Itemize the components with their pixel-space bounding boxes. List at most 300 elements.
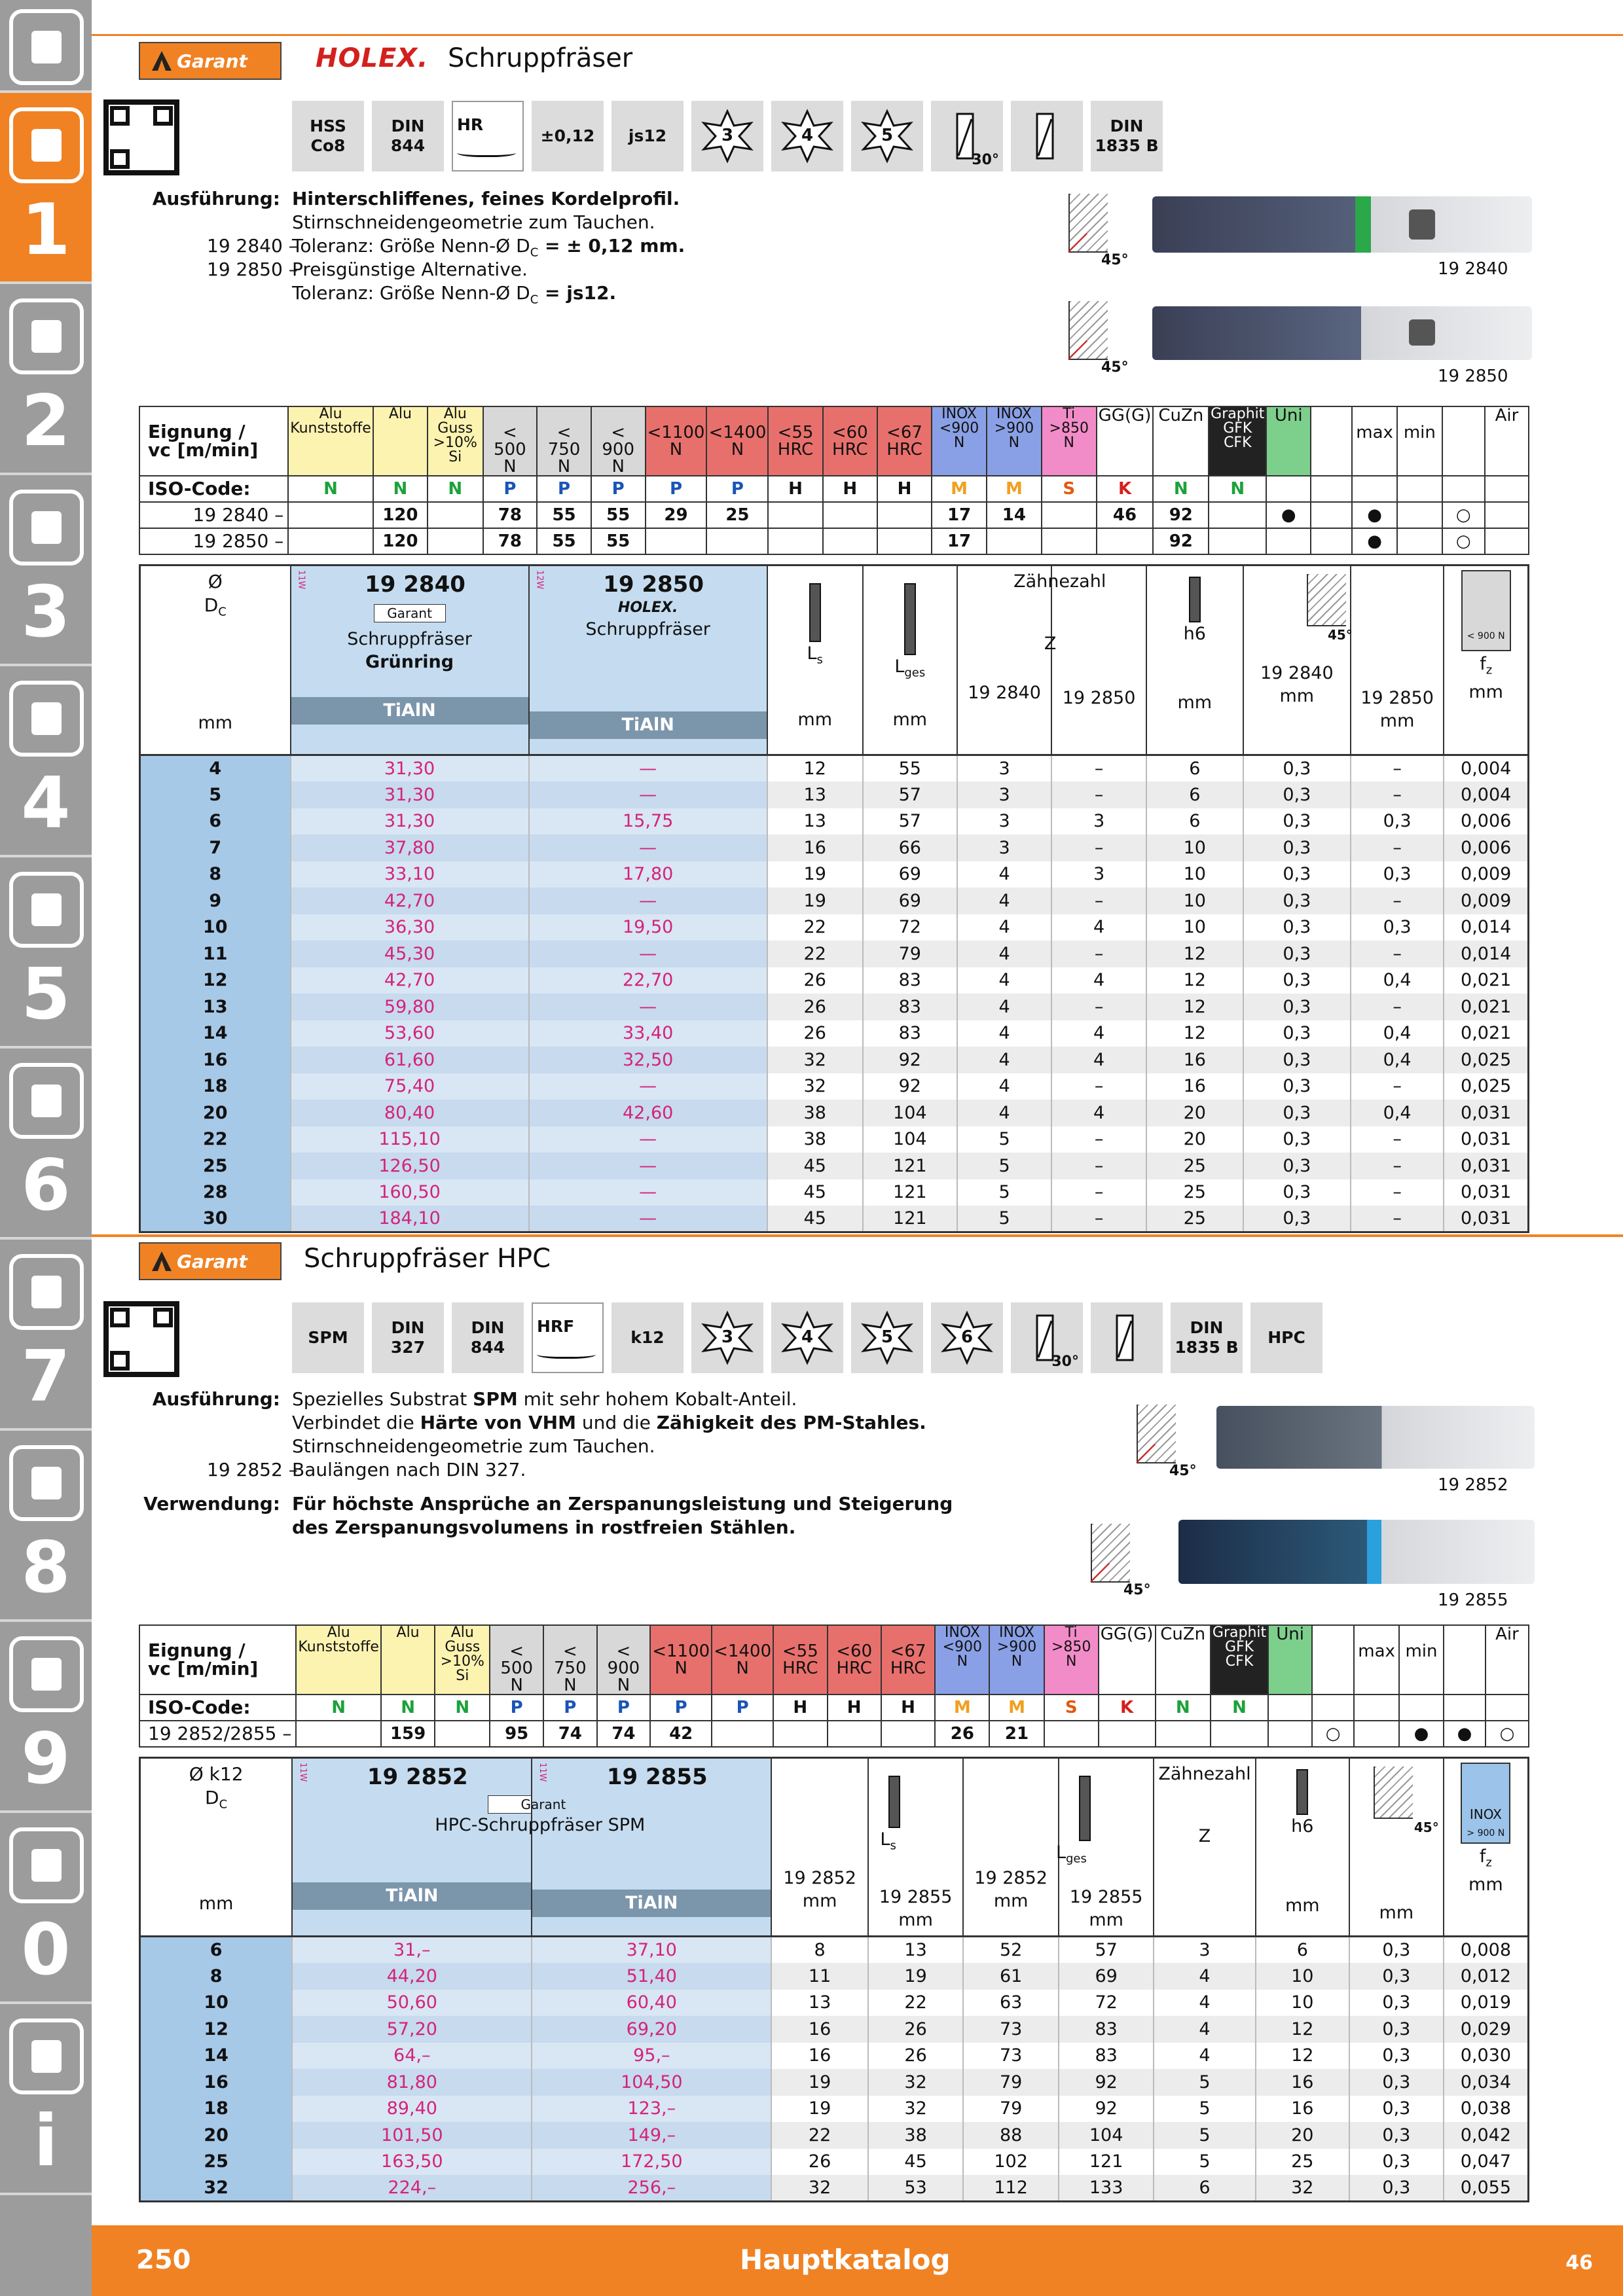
vc-cell [1485,502,1529,528]
iso-code [1352,476,1397,502]
value-cell: 59,80 [291,994,529,1020]
material-col-0: Alu Kunststoffe [296,1625,381,1695]
badge-4: k12 [611,1302,684,1373]
saw-icon [9,872,84,948]
value-cell: 12 [1146,967,1243,994]
value-cell: – [1351,834,1444,861]
iso-code: P [646,476,707,502]
value-cell: 13 [771,1990,868,2017]
badge-3: HRF [532,1302,604,1373]
value-cell: 79 [863,941,957,967]
vc-cell [1268,1721,1312,1747]
material-col-14: GG(G) [1097,406,1154,476]
table-row [140,994,1529,1020]
value-cell: 60,40 [532,1990,771,2017]
value-cell: 0,038 [1444,2096,1529,2123]
suit-label: Eignung / vc [m/min] [139,406,288,476]
sidebar-chapter-top[interactable] [0,0,92,93]
table-row [140,1179,1529,1206]
value-cell: 12 [1256,2016,1349,2043]
vc-cell: ● [1266,502,1311,528]
value-cell: 37,10 [532,1937,771,1964]
value-cell: 12 [1256,2043,1349,2070]
table-row [140,1100,1529,1126]
iso-code: H [823,476,877,502]
iso-code: N [373,476,428,502]
section-title: Schruppfräser [448,43,633,73]
tool-image-192852 [1216,1406,1535,1469]
value-cell: 4 [957,861,1051,888]
vc-cell: ○ [1442,502,1485,528]
hdr-z-192850: 19 2850 [1051,565,1146,755]
value-cell: 6 [1154,2175,1255,2202]
value-cell: 51,40 [532,1963,771,1990]
dc-cell: 8 [140,1963,293,1990]
value-cell: 121 [863,1179,957,1206]
value-cell: – [1051,1073,1146,1100]
value-cell: 4 [1051,1020,1146,1047]
catalog-name[interactable]: Hauptkatalog [740,2244,951,2276]
vc-cell [881,1721,935,1747]
dc-cell: 25 [140,1153,291,1179]
value-cell: 44,20 [292,1963,532,1990]
value-cell: 16 [1256,2069,1349,2096]
value-cell: 26 [771,2149,868,2176]
material-col-16: Graphit GFK CFK [1211,1625,1268,1695]
chapter-number: 0 [21,1909,71,1991]
value-cell: 83 [1059,2016,1154,2043]
value-cell: 0,019 [1444,1990,1529,2017]
value-cell: 45 [868,2149,964,2176]
sidebar-chapter-i[interactable] [0,2004,92,2195]
value-cell: 17,80 [529,861,767,888]
value-cell: 19,50 [529,914,767,941]
value-cell: 26 [767,1020,863,1047]
value-cell: 0,3 [1243,781,1351,808]
dc-cell: 10 [140,1990,293,2017]
chapter-number: 8 [21,1527,71,1609]
dc-cell: 6 [140,1937,293,1964]
vc-cell: 74 [543,1721,597,1747]
value-cell: 12 [767,755,863,782]
vc-cell [823,528,877,554]
value-cell: 4 [957,994,1051,1020]
hdr-z: Zähnezahl Z [1154,1758,1255,1937]
value-cell: 42,60 [529,1100,767,1126]
table-row [140,1937,1529,1964]
value-cell: 133 [1059,2175,1154,2202]
value-cell: 4 [957,1047,1051,1073]
vc-cell [1311,502,1352,528]
material-col-10: <67 HRC [881,1625,935,1695]
value-cell: 5 [957,1153,1051,1179]
value-cell: 101,50 [292,2122,532,2149]
hdr-dc: Ø k12 $D_C$ mm [140,1758,293,1937]
value-cell: 5 [1154,2149,1255,2176]
vc-cell: ● [1352,528,1397,554]
vc-cell: 42 [650,1721,712,1747]
material-col-7: <1400 N [706,406,768,476]
iso-code [1312,1695,1354,1721]
vc-cell [428,502,483,528]
material-col-17: Uni [1268,1625,1312,1695]
dc-cell: 20 [140,2122,293,2149]
value-cell: 121 [1059,2149,1154,2176]
vc-article: 19 2850 – [139,528,288,554]
value-cell: 19 [868,1963,964,1990]
iso-code: N [381,1695,435,1721]
value-cell: 160,50 [291,1179,529,1206]
value-cell: 104 [863,1126,957,1153]
badge-12: HPC [1250,1302,1322,1373]
desc-line: des Zerspanungsvolumens in rostfreien Stählen. [292,1516,796,1538]
material-col-4: < 750 N [537,406,591,476]
value-cell: 92 [1059,2069,1154,2096]
value-cell: 10 [1146,914,1243,941]
table-row [140,1020,1529,1047]
value-cell: – [1051,834,1146,861]
vc-cell: ○ [1442,528,1485,554]
value-cell: 0,031 [1444,1206,1528,1232]
value-cell: 102 [963,2149,1059,2176]
value-cell: 95,– [532,2043,771,2070]
value-cell: 50,60 [292,1990,532,2017]
value-cell: 0,3 [1243,994,1351,1020]
value-cell: 26 [767,994,863,1020]
value-cell: 0,3 [1349,2043,1444,2070]
value-cell: 5 [1154,2096,1255,2123]
value-cell: 3 [957,808,1051,835]
vc-cell: 26 [935,1721,989,1747]
value-cell: 69 [863,861,957,888]
value-cell: 0,006 [1444,808,1528,835]
vc-cell: 159 [381,1721,435,1747]
value-cell: 57 [863,781,957,808]
value-cell: 163,50 [292,2149,532,2176]
value-cell: 0,021 [1444,967,1528,994]
hdr-fz: < 900 N $f_z$ mm [1444,565,1528,755]
iso-code: H [768,476,822,502]
vc-cell [288,502,373,528]
desc-line: Verbindet die Härte von VHM und die Zähigkeit des PM-Stahles. [292,1412,926,1433]
label-verwendung: Verwendung: [143,1493,280,1515]
value-cell: 45 [767,1153,863,1179]
value-cell: – [1351,1179,1444,1206]
value-cell: 89,40 [292,2096,532,2123]
value-cell: 115,10 [291,1126,529,1153]
table-header [140,1758,1529,1937]
value-cell: 0,3 [1349,1963,1444,1990]
value-cell: 79 [963,2096,1059,2123]
value-cell: 81,80 [292,2069,532,2096]
qr-code[interactable] [103,1301,179,1377]
vc-cell: 120 [373,528,428,554]
value-cell: 33,10 [291,861,529,888]
value-cell: 75,40 [291,1073,529,1100]
vc-cell [296,1721,381,1747]
angle-icon: 45° [1068,301,1108,360]
iso-code: P [490,1695,543,1721]
goggles-icon [9,1827,84,1903]
table-row [140,2149,1529,2176]
vc-cell: ○ [1312,1721,1354,1747]
value-cell: 4 [1051,1047,1146,1073]
value-cell: 224,– [292,2175,532,2202]
vc-row [139,502,1529,528]
value-cell: — [529,1206,767,1232]
value-cell: 25 [1146,1206,1243,1232]
hdr-angle-192840: 45° 19 2840 mm [1243,565,1351,755]
dc-cell: 18 [140,1073,291,1100]
hdr-ls-192852: $L_s$ 19 2852 mm [771,1758,868,1937]
sidebar-chapter-3[interactable] [0,475,92,666]
chapter-number: 1 [21,189,71,271]
value-cell: 0,055 [1444,2175,1529,2202]
dc-cell: 20 [140,1100,291,1126]
value-cell: 0,021 [1444,1020,1528,1047]
value-cell: 0,3 [1349,2149,1444,2176]
value-cell: 0,3 [1243,861,1351,888]
value-cell: 16 [767,834,863,861]
page-footer [92,2225,1623,2296]
vc-cell [1397,502,1442,528]
iso-code [1354,1695,1399,1721]
desc-line: Toleranz: Größe Nenn-Ø $D_C$ = ± 0,12 mm. [292,235,685,260]
table-row [140,1126,1529,1153]
vc-row [139,528,1529,554]
value-cell: 3 [1154,1937,1255,1964]
value-cell: – [1051,1153,1146,1179]
desc-line: Hinterschliffenes, feines Kordelprofil. [292,188,680,209]
value-cell: 32 [771,2175,868,2202]
value-cell: 26 [868,2043,964,2070]
value-cell: 0,3 [1349,2069,1444,2096]
value-cell: 0,029 [1444,2016,1529,2043]
desc-line: Stirnschneidengeometrie zum Tauchen. [292,1435,655,1457]
hdr-angle-192850: 19 2850 mm [1351,565,1444,755]
chapter-number: 5 [21,954,71,1035]
sidebar-chapter-0[interactable] [0,1813,92,2004]
sidebar-chapter-4[interactable] [0,666,92,857]
vc-cell [1209,528,1266,554]
tool-caption: 19 2852 [1438,1475,1508,1495]
value-cell: 0,012 [1444,1963,1529,1990]
value-cell: 4 [957,914,1051,941]
iso-code: H [773,1695,827,1721]
vc-cell [288,528,373,554]
value-cell: 33,40 [529,1020,767,1047]
chapter-number: 2 [21,380,71,462]
iso-code [1485,476,1529,502]
value-cell: 25 [1146,1153,1243,1179]
value-cell: — [529,1073,767,1100]
value-cell: 32 [1256,2175,1349,2202]
vc-cell [435,1721,490,1747]
material-col-12: INOX >900 N [987,406,1042,476]
vc-cell: 17 [932,528,987,554]
value-cell: 83 [1059,2043,1154,2070]
dc-cell: 6 [140,808,291,835]
material-col-11: INOX <900 N [932,406,987,476]
article-ref: 19 2850 – [207,259,298,280]
suitability-table [139,406,1529,555]
value-cell: 104 [863,1100,957,1126]
vc-cell: 46 [1097,502,1154,528]
value-cell: 0,006 [1444,834,1528,861]
desc-line: Für höchste Ansprüche an Zerspanungsleistung und Steigerung [292,1493,953,1515]
table-row [140,914,1529,941]
dc-cell: 18 [140,2096,293,2123]
value-cell: — [529,781,767,808]
value-cell: 63 [963,1990,1059,2017]
value-cell: 6 [1146,781,1243,808]
sidebar-chapter-6[interactable] [0,1049,92,1240]
value-cell: – [1051,941,1146,967]
value-cell: 22 [771,2122,868,2149]
article-table-2 [139,1757,1529,2202]
dc-cell: 22 [140,1126,291,1153]
vc-cell: 120 [373,502,428,528]
value-cell: 45 [767,1179,863,1206]
vc-cell [1397,528,1442,554]
table-row [140,941,1529,967]
value-cell: 0,025 [1444,1047,1528,1073]
suit-label: Eignung / vc [m/min] [139,1625,296,1695]
value-cell: 22 [868,1990,964,2017]
value-cell: 92 [863,1047,957,1073]
value-cell: 64,– [292,2043,532,2070]
material-col-4: < 750 N [543,1625,597,1695]
material-col-15: CuZn [1156,1625,1211,1695]
dc-cell: 10 [140,914,291,941]
material-col-8: <55 HRC [768,406,822,476]
value-cell: – [1051,755,1146,782]
value-cell: 5 [1154,2122,1255,2149]
vc-cell [646,528,707,554]
value-cell: 0,009 [1444,888,1528,914]
vc-cell [428,528,483,554]
table-row [140,1047,1529,1073]
material-col-13: Ti >850 N [1044,1625,1099,1695]
table-row [140,2122,1529,2149]
value-cell: 31,30 [291,808,529,835]
garant-logo: Garant [139,42,282,80]
table-row [140,2043,1529,2070]
dc-cell: 13 [140,994,291,1020]
value-cell: 0,004 [1444,781,1528,808]
iso-code: N [435,1695,490,1721]
value-cell: 0,031 [1444,1153,1528,1179]
table-row [140,861,1529,888]
vc-cell [768,502,822,528]
dc-cell: 9 [140,888,291,914]
table-row [140,781,1529,808]
value-cell: 38 [767,1126,863,1153]
wrench-icon [9,1063,84,1139]
value-cell: – [1351,1206,1444,1232]
info-icon [9,2018,84,2094]
badge-8: 30° [931,101,1003,171]
value-cell: 31,30 [291,781,529,808]
value-cell: 80,40 [291,1100,529,1126]
iso-code: P [543,1695,597,1721]
table-row [140,2096,1529,2123]
table-header [140,565,1529,755]
chapter-sidebar [0,0,92,2296]
iso-code [1444,1695,1486,1721]
value-cell: – [1351,1126,1444,1153]
value-cell: 69 [863,888,957,914]
badge-11: DIN 1835 B [1171,1302,1243,1373]
value-cell: 0,3 [1243,1126,1351,1153]
value-cell: 0,021 [1444,994,1528,1020]
badge-0: SPM [292,1302,364,1373]
vc-cell [1266,528,1311,554]
value-cell: 0,4 [1351,1020,1444,1047]
hdr-angle: 45° mm [1349,1758,1444,1937]
table-row [140,2175,1529,2202]
vc-cell [768,528,822,554]
vc-cell [877,502,932,528]
hdr-h6: h6 mm [1146,565,1243,755]
iso-code [1311,476,1352,502]
iso-code [1399,1695,1444,1721]
value-cell: 0,3 [1243,1047,1351,1073]
value-cell: 0,3 [1351,808,1444,835]
iso-row [139,476,1529,502]
vc-cell: ● [1352,502,1397,528]
table-row [140,1963,1529,1990]
value-cell: 4 [957,1073,1051,1100]
description [0,187,1048,318]
tool-caption: 19 2840 [1438,259,1508,279]
material-col-11: INOX <900 N [935,1625,989,1695]
desc-line: Baulängen nach DIN 327. [292,1459,526,1480]
top-rule [92,34,1623,36]
value-cell: 4 [1154,1963,1255,1990]
value-cell: 53,60 [291,1020,529,1047]
endmill-icon [9,107,84,183]
vc-article: 19 2852/2855 – [139,1721,296,1747]
dc-cell: 14 [140,1020,291,1047]
value-cell: 0,3 [1349,1937,1444,1964]
article-table-1 [139,564,1529,1229]
value-cell: 6 [1146,755,1243,782]
value-cell: 19 [771,2069,868,2096]
value-cell: 0,3 [1351,861,1444,888]
tool-image-192850 [1152,306,1532,360]
sidebar-chapter-5[interactable] [0,857,92,1049]
badge-1: DIN 844 [372,101,444,171]
chuck-icon [9,490,84,565]
value-cell: 0,009 [1444,861,1528,888]
vc-cell [1042,502,1097,528]
value-cell: 15,75 [529,808,767,835]
description [0,1388,1048,1558]
desc-line: Preisgünstige Alternative. [292,259,528,280]
qr-code[interactable] [103,99,179,175]
iso-code: P [537,476,591,502]
badge-6: 4 [771,101,843,171]
value-cell: 4 [957,941,1051,967]
vc-cell: 78 [483,502,538,528]
value-cell: 0,3 [1349,1990,1444,2017]
iso-code: H [828,1695,881,1721]
vc-cell [1097,528,1154,554]
sidebar-chapter-9[interactable] [0,1622,92,1813]
value-cell: 69 [1059,1963,1154,1990]
material-col-6: <1100 N [646,406,707,476]
